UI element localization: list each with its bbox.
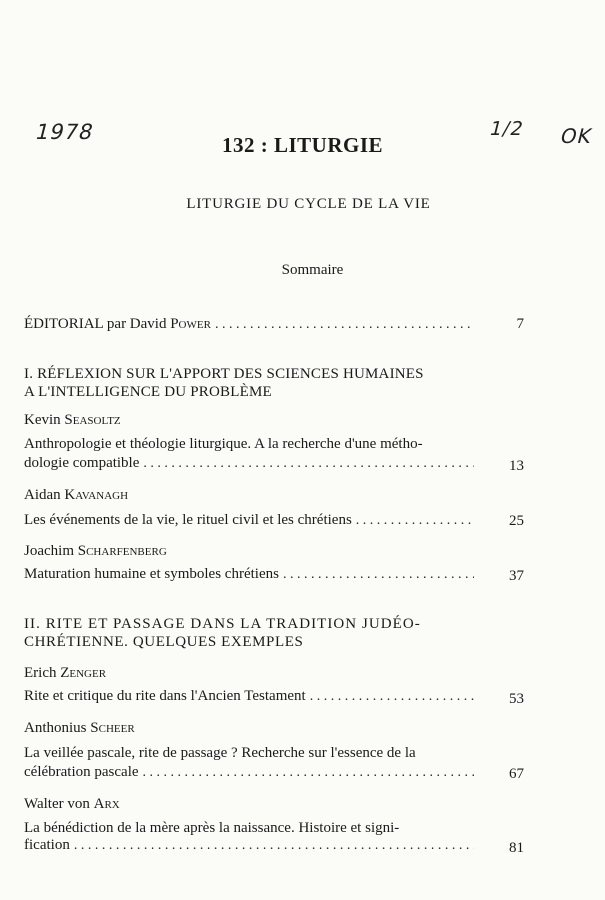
dot-leader bbox=[310, 689, 474, 705]
page-number: 7 bbox=[516, 316, 524, 332]
toc-entry: Maturation humaine et symboles chrétiens . . . bbox=[24, 566, 474, 583]
dot-leader bbox=[74, 838, 474, 854]
page-title: 132 : LITURGIE bbox=[221, 133, 384, 157]
handwritten-year: 1978 bbox=[33, 120, 97, 144]
handwritten-fraction: 1/2 bbox=[487, 118, 527, 140]
page-number: 53 bbox=[509, 691, 524, 707]
dot-leader bbox=[283, 567, 474, 583]
page-number: 25 bbox=[509, 513, 524, 529]
article-title-line: Anthropologie et théologie liturgique. A la recherche d'une métho- bbox=[24, 436, 423, 452]
summary-label: Sommaire bbox=[281, 262, 344, 278]
dot-leader bbox=[143, 765, 474, 781]
toc-entry: dologie compatible . . . bbox=[24, 455, 474, 472]
handwritten-ok: OK bbox=[558, 124, 595, 148]
author-name: Erich Zenger bbox=[24, 665, 107, 681]
toc-entry: Les événements de la vie, le rituel civil et les chrétiens . . . bbox=[24, 512, 474, 529]
author-name: Anthonius Scheer bbox=[24, 720, 135, 736]
dot-leader bbox=[143, 456, 474, 472]
editorial-text: ÉDITORIAL par David Power bbox=[24, 316, 211, 332]
toc-entry: Rite et critique du rite dans l'Ancien Testament . . . bbox=[24, 688, 474, 705]
toc-entry-editorial bbox=[24, 316, 474, 333]
author-name: Kevin Seasoltz bbox=[24, 412, 121, 428]
toc-entry: célébration pascale . . . bbox=[24, 764, 474, 781]
author-name: Joachim Scharfenberg bbox=[24, 543, 167, 559]
author-name: Aidan Kavanagh bbox=[24, 487, 129, 503]
page-number: 81 bbox=[509, 840, 524, 856]
page-subtitle: LITURGIE DU CYCLE DE LA VIE bbox=[186, 196, 431, 212]
page-number: 13 bbox=[509, 458, 524, 474]
page-number: 37 bbox=[509, 568, 524, 584]
page-number: 67 bbox=[509, 766, 524, 782]
toc-entry: fication . . . bbox=[24, 837, 474, 854]
article-title-line: La veillée pascale, rite de passage ? Recherche sur l'essence de la bbox=[24, 745, 416, 761]
author-name: Walter von Arx bbox=[24, 796, 120, 812]
dot-leader bbox=[356, 513, 474, 529]
section-heading-1: I. RÉFLEXION SUR L'APPORT DES SCIENCES HUMAINES A L'INTELLIGENCE DU PROBLÈME bbox=[24, 366, 424, 400]
dot-leader bbox=[215, 317, 474, 333]
section-heading-2: II. RITE ET PASSAGE DANS LA TRADITION JUDÉO- CHRÉTIENNE. QUELQUES EXEMPLES bbox=[24, 616, 421, 650]
article-title-line: La bénédiction de la mère après la naissance. Histoire et signi- bbox=[24, 820, 400, 836]
